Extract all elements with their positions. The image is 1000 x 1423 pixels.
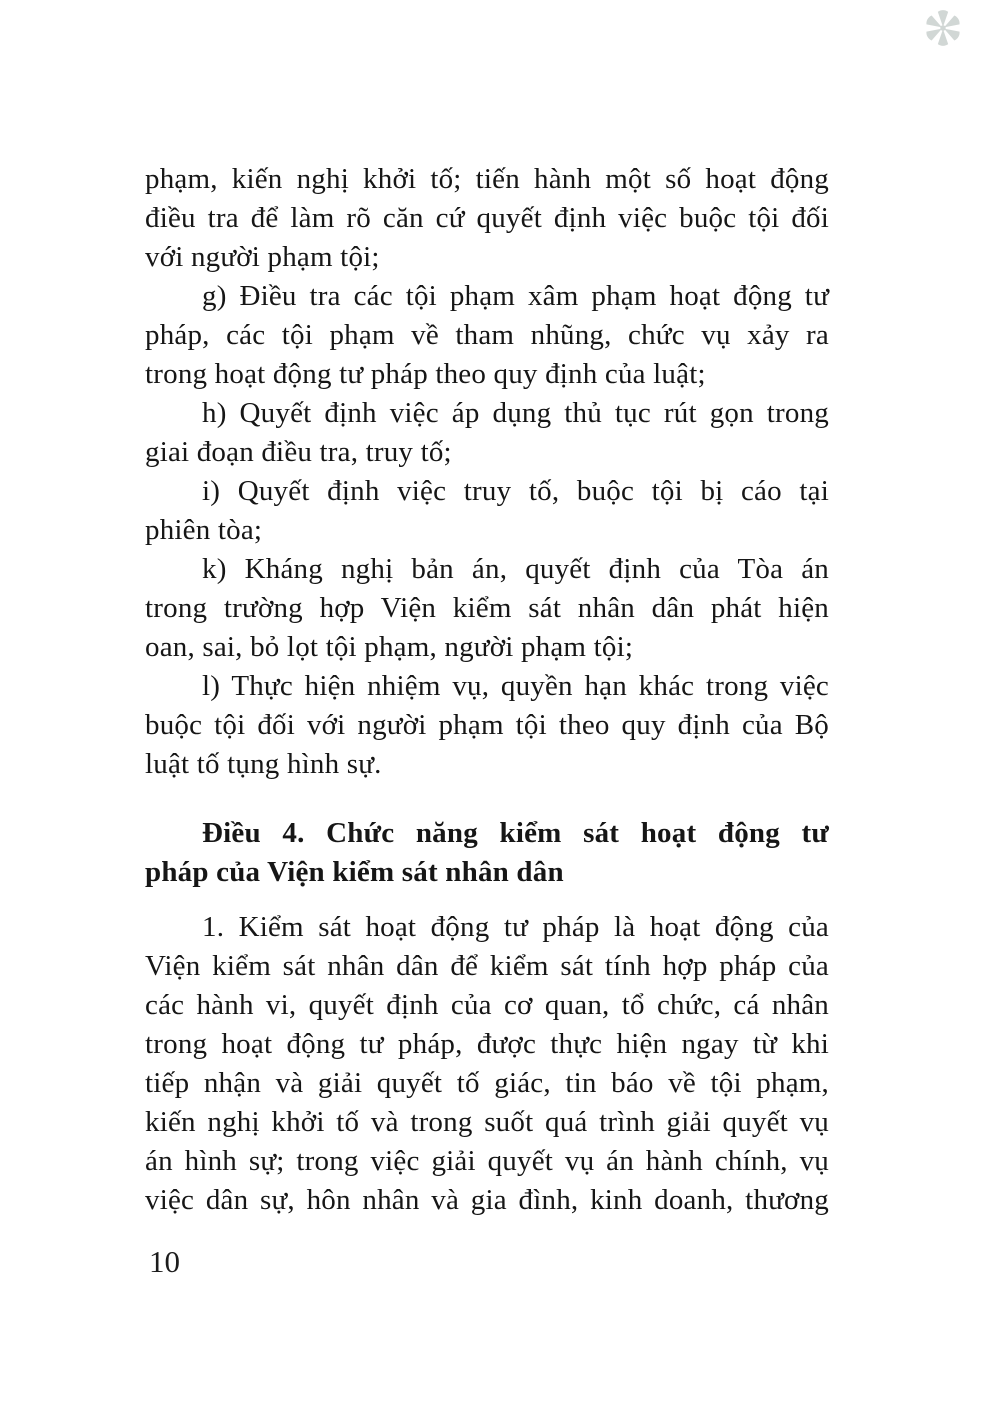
flower-asterisk-icon: [920, 5, 966, 51]
section-heading-dieu-4: [145, 814, 829, 892]
text-line: oan, sai, bỏ lọt tội phạm, người phạm tội;: [145, 631, 634, 663]
text-line: h) Quyết định việc áp dụng thủ tục rút gọn trong: [202, 397, 829, 429]
text-line: g) Điều tra các tội phạm xâm phạm hoạt động tư: [202, 280, 829, 312]
text-line: Viện kiểm sát nhân dân để kiểm sát tính hợp pháp của: [145, 950, 829, 982]
heading-line: Điều 4. Chức năng kiểm sát hoạt động tư: [202, 817, 829, 849]
text-line: các hành vi, quyết định của cơ quan, tổ chức, cá nhân: [145, 989, 829, 1021]
text-line: việc dân sự, hôn nhân và gia đình, kinh doanh, thương: [145, 1184, 829, 1216]
text-line: luật tố tụng hình sự.: [145, 748, 382, 780]
text-line: điều tra để làm rõ căn cứ quyết định việc buộc tội đối: [145, 202, 829, 234]
text-line: với người phạm tội;: [145, 241, 380, 273]
heading-line: pháp của Viện kiểm sát nhân dân: [145, 856, 564, 888]
text-line: buộc tội đối với người phạm tội theo quy định của Bộ: [145, 709, 829, 741]
text-line: pháp, các tội phạm về tham nhũng, chức vụ xảy ra: [145, 319, 829, 351]
text-line: trong trường hợp Viện kiểm sát nhân dân phát hiện: [145, 592, 829, 624]
paragraph-clause-1: [145, 908, 829, 1220]
paragraph-item-k: [145, 550, 829, 667]
body-text: [145, 160, 829, 1220]
text-line: trong hoạt động tư pháp theo quy định của luật;: [145, 358, 706, 390]
paragraph-item-l: [145, 667, 829, 784]
page-number: 10: [149, 1244, 180, 1279]
paragraph-item-i: [145, 472, 829, 550]
text-line: tiếp nhận và giải quyết tố giác, tin báo về tội phạm,: [145, 1067, 829, 1099]
paragraph-continuation: [145, 160, 829, 277]
text-line: l) Thực hiện nhiệm vụ, quyền hạn khác trong việc: [202, 670, 829, 702]
text-line: trong hoạt động tư pháp, được thực hiện ngay từ khi: [145, 1028, 829, 1060]
text-line: án hình sự; trong việc giải quyết vụ án hành chính, vụ: [145, 1145, 829, 1177]
paragraph-item-g: [145, 277, 829, 394]
text-line: kiến nghị khởi tố và trong suốt quá trình giải quyết vụ: [145, 1106, 829, 1138]
text-line: phiên tòa;: [145, 514, 263, 546]
text-line: i) Quyết định việc truy tố, buộc tội bị cáo tại: [202, 475, 829, 507]
text-line: phạm, kiến nghị khởi tố; tiến hành một số hoạt động: [145, 163, 829, 195]
text-line: k) Kháng nghị bản án, quyết định của Tòa án: [202, 553, 829, 585]
text-line: 1. Kiểm sát hoạt động tư pháp là hoạt động của: [202, 911, 829, 943]
paragraph-item-h: [145, 394, 829, 472]
text-line: giai đoạn điều tra, truy tố;: [145, 436, 452, 468]
